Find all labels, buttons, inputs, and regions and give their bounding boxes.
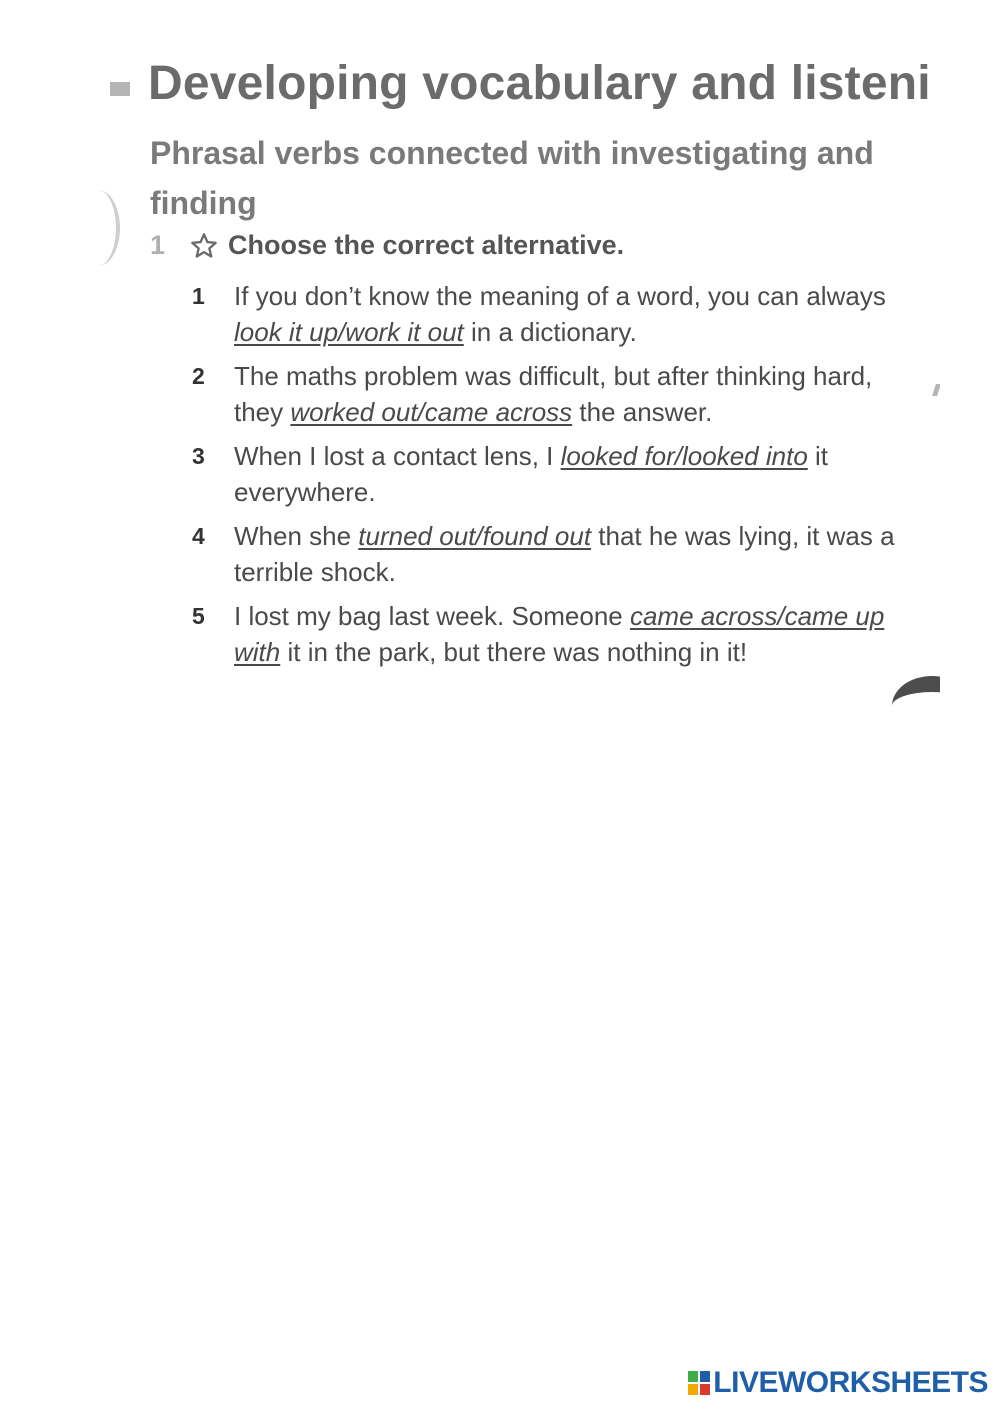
watermark-text: LIVEWORKSHEETS — [713, 1366, 988, 1399]
sentence-start: If you don’t know the meaning of a word, you can always — [234, 281, 886, 311]
watermark — [688, 1366, 988, 1400]
item-number: 1 — [192, 283, 205, 309]
page-title: Developing vocabulary and listeni — [148, 57, 931, 110]
sentence-start: When I lost a contact lens, I — [234, 441, 561, 471]
alternative-choice[interactable]: came across/came up with — [234, 601, 885, 667]
list-item — [192, 518, 912, 590]
list-item — [192, 598, 912, 670]
sentence-end: in a dictionary. — [463, 317, 637, 347]
item-number: 3 — [192, 443, 205, 469]
list-item — [192, 278, 912, 350]
alternative-choice[interactable]: look it up/work it out — [234, 317, 464, 347]
alternative-choice[interactable]: worked out/came across — [290, 397, 573, 427]
page-edge-arc — [76, 190, 120, 266]
item-sentence — [234, 598, 912, 670]
sentence-start: The maths problem was difficult, but after thinking hard, they — [234, 361, 873, 427]
star-outline-icon — [190, 232, 218, 260]
item-number: 2 — [192, 363, 205, 389]
section-subtitle: Phrasal verbs connected with investigating and finding — [150, 135, 874, 221]
item-number: 4 — [192, 523, 205, 549]
exercise-instruction: Choose the correct alternative. — [228, 230, 625, 260]
exercise-header — [150, 230, 624, 261]
sentence-end: it everywhere. — [234, 441, 829, 507]
alternative-choice[interactable]: turned out/found out — [358, 521, 592, 551]
item-sentence — [234, 518, 912, 590]
list-item — [192, 438, 912, 510]
sentence-start: When she — [234, 521, 359, 551]
item-number: 5 — [192, 603, 205, 629]
sentence-end: it in the park, but there was nothing in it! — [280, 637, 748, 667]
title-bullet — [110, 82, 130, 96]
edge-mark — [932, 384, 940, 396]
item-sentence — [234, 438, 912, 510]
sentence-end: the answer. — [572, 397, 713, 427]
edge-shape — [892, 676, 940, 736]
sentence-end: that he was lying, it was a terrible shock. — [234, 521, 895, 587]
list-item — [192, 358, 912, 430]
item-sentence — [234, 278, 912, 350]
exercise-items — [192, 278, 912, 678]
alternative-choice[interactable]: looked for/looked into — [560, 441, 808, 471]
item-sentence — [234, 358, 912, 430]
liveworksheets-logo-icon — [688, 1371, 710, 1395]
exercise-number: 1 — [150, 230, 166, 260]
sentence-start: I lost my bag last week. Someone — [234, 601, 630, 631]
